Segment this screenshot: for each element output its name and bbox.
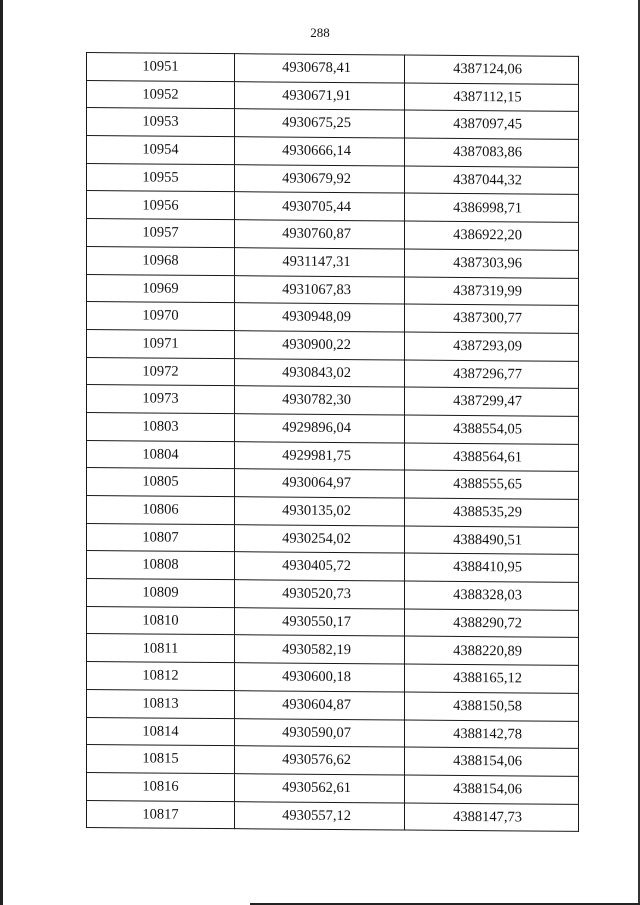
point-number-cell: 10973	[87, 385, 235, 414]
coordinate-y-cell: 4388535,29	[405, 498, 579, 527]
page-number: 288	[310, 25, 330, 40]
coordinate-x-cell: 4930760,87	[235, 220, 405, 249]
point-number-cell: 10810	[87, 606, 235, 635]
coordinate-y-cell: 4386998,71	[405, 193, 579, 222]
table-row	[87, 53, 579, 85]
table-row	[87, 329, 579, 361]
coordinate-x-cell: 4929896,04	[235, 414, 405, 443]
coordinate-x-cell: 4930678,41	[235, 54, 405, 83]
coordinate-x-cell: 4930679,92	[235, 164, 405, 193]
table-row	[87, 136, 579, 168]
coordinate-x-cell: 4930705,44	[235, 192, 405, 221]
point-number-cell: 10957	[87, 219, 235, 248]
coordinate-x-cell: 4930135,02	[235, 497, 405, 526]
coordinate-y-cell: 4387303,96	[405, 249, 579, 278]
table-row	[87, 662, 579, 694]
point-number-cell: 10956	[87, 191, 235, 220]
coordinate-y-cell: 4388290,72	[405, 609, 579, 638]
coordinate-x-cell: 4930405,72	[235, 552, 405, 581]
table-row	[87, 745, 579, 777]
coordinate-y-cell: 4388554,05	[405, 415, 579, 444]
coordinate-y-cell: 4388410,95	[405, 553, 579, 582]
table-row	[87, 357, 579, 389]
coordinate-y-cell: 4387097,45	[405, 110, 579, 139]
table-row	[87, 191, 579, 223]
coordinate-x-cell: 4930843,02	[235, 358, 405, 387]
point-number-cell: 10816	[87, 772, 235, 801]
point-number-cell: 10814	[87, 717, 235, 746]
point-number-cell: 10955	[87, 163, 235, 192]
table-row	[87, 717, 579, 749]
point-number-cell: 10952	[87, 80, 235, 109]
point-number-cell: 10811	[87, 634, 235, 663]
coordinate-x-cell: 4930064,97	[235, 469, 405, 498]
table-row	[87, 496, 579, 528]
coordinate-x-cell: 4930782,30	[235, 386, 405, 415]
coordinate-x-cell: 4931067,83	[235, 275, 405, 304]
coordinate-y-cell: 4387112,15	[405, 83, 579, 112]
coordinate-y-cell: 4386922,20	[405, 221, 579, 250]
point-number-cell: 10806	[87, 496, 235, 525]
point-number-cell: 10954	[87, 136, 235, 165]
table-row	[87, 634, 579, 666]
point-number-cell: 10971	[87, 329, 235, 358]
coordinate-x-cell: 4929981,75	[235, 441, 405, 470]
table-row	[87, 163, 579, 195]
point-number-cell: 10815	[87, 745, 235, 774]
scan-edge-left	[0, 0, 3, 905]
coordinate-x-cell: 4930582,19	[235, 635, 405, 664]
coordinate-x-cell: 4930254,02	[235, 524, 405, 553]
point-number-cell: 10969	[87, 274, 235, 303]
coordinate-x-cell: 4930666,14	[235, 137, 405, 166]
coordinate-y-cell: 4388150,58	[405, 692, 579, 721]
coordinate-y-cell: 4387044,32	[405, 166, 579, 195]
table-row	[87, 219, 579, 251]
coordinate-x-cell: 4930590,07	[235, 718, 405, 747]
table-row	[87, 800, 579, 832]
coordinate-y-cell: 4387083,86	[405, 138, 579, 167]
coordinate-y-cell: 4387293,09	[405, 332, 579, 361]
point-number-cell: 10953	[87, 108, 235, 137]
coordinate-y-cell: 4388165,12	[405, 664, 579, 693]
table-row	[87, 302, 579, 334]
table-row	[87, 246, 579, 278]
coordinate-y-cell: 4387319,99	[405, 277, 579, 306]
point-number-cell: 10817	[87, 800, 235, 829]
point-number-cell: 10968	[87, 246, 235, 275]
point-number-cell: 10809	[87, 579, 235, 608]
table-row	[87, 523, 579, 555]
coordinate-x-cell: 4930520,73	[235, 580, 405, 609]
coordinate-y-cell: 4388555,65	[405, 470, 579, 499]
coordinate-x-cell: 4930557,12	[235, 801, 405, 830]
coordinate-y-cell: 4387296,77	[405, 360, 579, 389]
table-row	[87, 412, 579, 444]
coordinate-x-cell: 4930675,25	[235, 109, 405, 138]
table-row	[87, 274, 579, 306]
point-number-cell: 10808	[87, 551, 235, 580]
coordinate-y-cell: 4388328,03	[405, 581, 579, 610]
table-row	[87, 108, 579, 140]
point-number-cell: 10972	[87, 357, 235, 386]
table-row	[87, 689, 579, 721]
point-number-cell: 10805	[87, 468, 235, 497]
point-number-cell: 10807	[87, 523, 235, 552]
coordinate-x-cell: 4930604,87	[235, 690, 405, 719]
coordinate-y-cell: 4388154,06	[405, 747, 579, 776]
coordinate-x-cell: 4930600,18	[235, 663, 405, 692]
coordinate-x-cell: 4930948,09	[235, 303, 405, 332]
point-number-cell: 10803	[87, 412, 235, 441]
point-number-cell: 10812	[87, 662, 235, 691]
coordinate-y-cell: 4388142,78	[405, 720, 579, 749]
point-number-cell: 10970	[87, 302, 235, 331]
coordinate-x-cell: 4930576,62	[235, 746, 405, 775]
table-row	[87, 80, 579, 112]
coordinate-y-cell: 4388154,06	[405, 775, 579, 804]
table-row	[87, 551, 579, 583]
table-row	[87, 579, 579, 611]
table-row	[87, 606, 579, 638]
point-number-cell: 10951	[87, 53, 235, 82]
coordinate-y-cell: 4387299,47	[405, 387, 579, 416]
table-row	[87, 772, 579, 804]
point-number-cell: 10804	[87, 440, 235, 469]
coordinate-y-cell: 4388490,51	[405, 526, 579, 555]
coordinates-table	[86, 52, 579, 832]
point-number-cell: 10813	[87, 689, 235, 718]
coordinate-x-cell: 4931147,31	[235, 247, 405, 276]
table-row	[87, 385, 579, 417]
table-row	[87, 440, 579, 472]
coordinate-y-cell: 4387124,06	[405, 55, 579, 84]
coordinate-x-cell: 4930671,91	[235, 81, 405, 110]
coordinates-table-body	[87, 53, 579, 832]
coordinate-y-cell: 4388220,89	[405, 636, 579, 665]
coordinate-x-cell: 4930900,22	[235, 331, 405, 360]
coordinate-y-cell: 4388564,61	[405, 443, 579, 472]
coordinate-y-cell: 4387300,77	[405, 304, 579, 333]
coordinate-x-cell: 4930550,17	[235, 607, 405, 636]
table-row	[87, 468, 579, 500]
coordinate-x-cell: 4930562,61	[235, 774, 405, 803]
coordinate-y-cell: 4388147,73	[405, 803, 579, 832]
